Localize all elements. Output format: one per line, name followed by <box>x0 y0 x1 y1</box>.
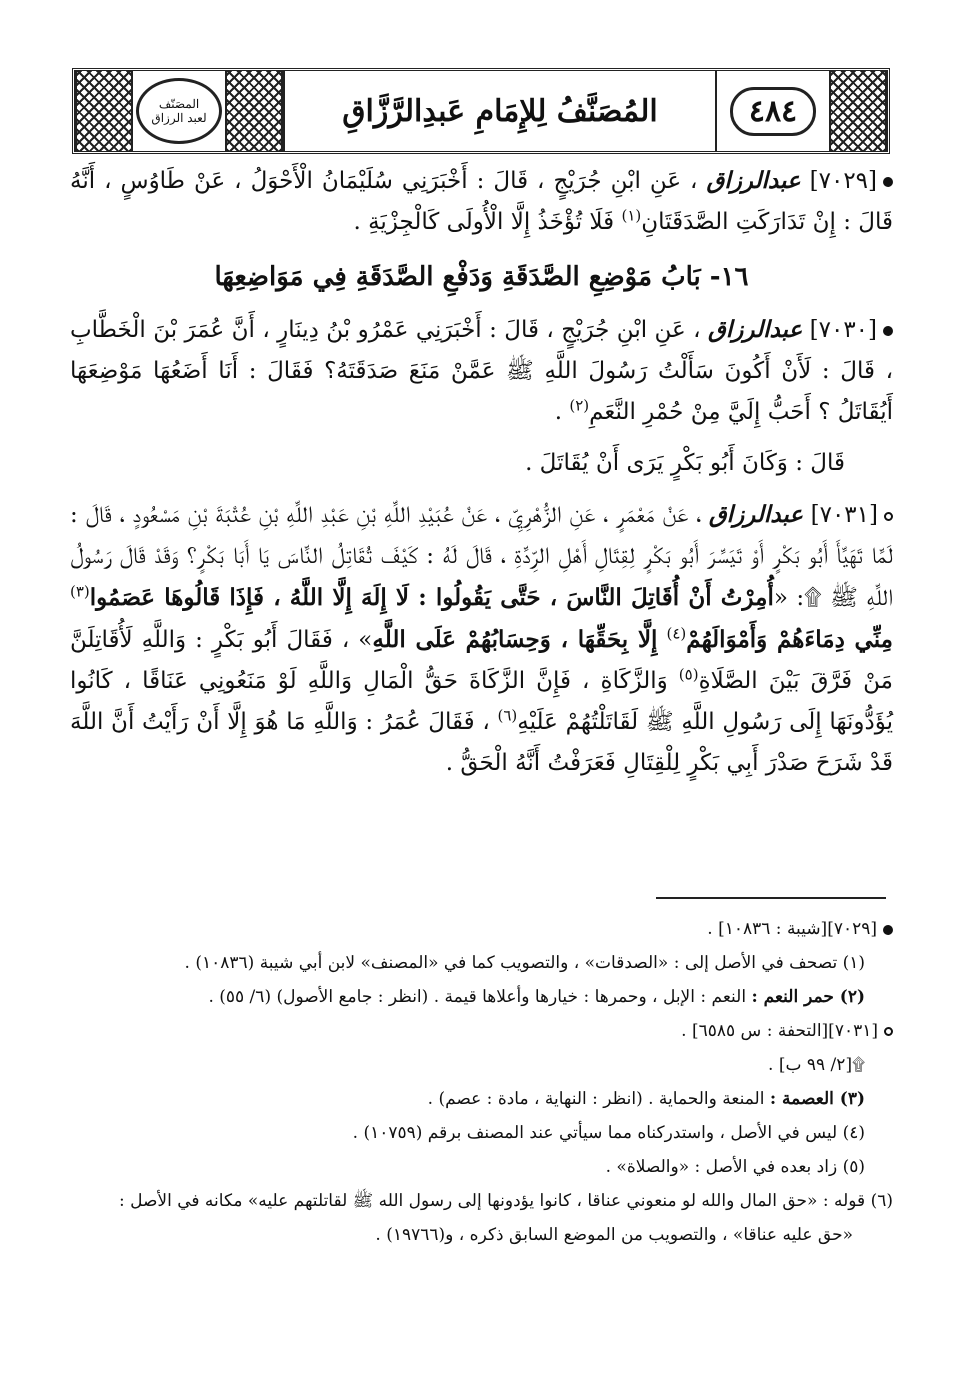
running-title: المُصَنَّفُ لِلإِمَامِ عَبدِالرَّزَّاقِ <box>283 71 717 151</box>
folio-marker-icon: ۩ <box>804 585 822 611</box>
page-number-box <box>717 71 829 151</box>
hadith-text: ، عَنِ ابْنِ جُرَيْجٍ ، قَالَ : أَخْبَرَنِي عَمْرُو بْنُ دِينَارٍ ، أَنَّ عُمَرَ بْنَ الْخَطَّابِ ، قَالَ : لَأَنْ أَكُونَ سَأَلْتُ رَسُولَ اللَّهِ ﷺ عَمَّنْ مَنَعَ صَدَقَتَهُ؟ فَقَالَ : أَنَا أَضَعُهَا مَوْضِعَهَا أَيُقَاتَلُ ؟ أَحَبُّ إِلَيَّ مِنْ حُمْرِ النَّعَمِ <box>70 317 893 425</box>
footnote-6: (٦) قوله : «حق المال والله لو منعوني عناقا ، كانوا يؤدونها إلى رسول الله ﷺ لقاتلتهم عليه» مكانه في الأصل : <box>118 1191 893 1211</box>
footnote-mark: (٢) <box>569 396 590 415</box>
narrator-name: عبدالرزاق <box>708 316 803 343</box>
footnote-divider <box>656 897 886 899</box>
solid-bullet-icon <box>883 326 893 336</box>
chapter-heading: ١٦- بَابُ مَوْضِعِ الصَّدَقَةِ وَدَفْعِ الصَّدَقَةِ فِي مَوَاضِعِهَا <box>214 262 749 292</box>
hadith-text-end: فَلَا تُؤْخَذُ إِلَّا الْأُولَى كَالْجِزْيَةِ . <box>353 209 615 235</box>
solid-bullet-icon <box>883 177 893 187</box>
hadith-end: . <box>554 399 563 425</box>
footnote-mark: (٥) <box>678 665 699 684</box>
hollow-bullet-icon <box>884 512 893 521</box>
ornament-right <box>829 71 887 151</box>
footnote-text: المنعة والحماية . (انظر : النهاية ، مادة : عصم) . <box>427 1089 765 1109</box>
prophetic-quote-2: مِنِّي دِمَاءَهُمْ وَأَمْوَالَهُمْ <box>686 626 893 653</box>
quote-close: » ، <box>341 627 373 653</box>
footnote-6-continued: «حق عليه عناقا» ، والتصويب من الموضع السابق ذكره ، و(١٩٧٦٦) . <box>375 1225 853 1245</box>
narrator-name: عبدالرزاق <box>706 167 801 194</box>
hadith-number: [٧٠٣١] <box>810 502 878 528</box>
hadith-7030-after: قَالَ : وَكَانَ أَبُو بَكْرٍ يَرَى أَنْ يُقَاتَلَ . <box>525 450 845 476</box>
footnote-text: النعم : الإبل ، وحمرها : خيارها وأعلاها قيمة . (انظر : جامع الأصول) (٦/ ٥٥) . <box>208 987 747 1007</box>
hadith-number: [٧٠٣٠] <box>809 317 878 343</box>
hadith-text-2: فَقَالَ أَبُو بَكْرٍ : وَاللَّهِ لَأُقَاتِلَنَّ مَنْ فَرَّقَ بَيْنَ الصَّلَاةِ <box>70 627 894 694</box>
prophetic-quote: أُمِرْتُ أَنْ أُقَاتِلَ النَّاسَ ، حَتَّى يَقُولُوا : لَا إِلَهَ إِلَّا اللَّهُ ، فَإِذَا قَالُوهَا عَصَمُوا <box>89 584 774 611</box>
footnote-text: [٧٠٢٩][شيبة : ١٠٨٣٦] . <box>707 919 877 939</box>
footnote-mark: (٤) <box>666 624 687 643</box>
solid-bullet-icon <box>883 925 893 935</box>
footnote-term: (٣) العصمة : <box>769 1089 865 1109</box>
footnote-4: (٤) ليس في الأصل ، واستدركناه مما سيأتي عند المصنف برقم (١٠٧٥٩) . <box>352 1123 865 1143</box>
prophetic-quote-3: إِلَّا بِحَقِّهَا ، وَحِسَابُهُمْ عَلَى اللَّهِ <box>372 626 658 653</box>
footnote-3 <box>70 1082 893 1116</box>
footnote-source-7031 <box>70 1014 893 1048</box>
medallion-top-text: المصَنّف <box>158 97 200 111</box>
hadith-number: [٧٠٢٩] <box>809 168 878 194</box>
page-header <box>72 68 890 154</box>
footnote-folio: ۩[٢/ ٩٩ ب] . <box>768 1055 865 1075</box>
footnote-2 <box>70 980 893 1014</box>
ornament-middle <box>225 71 283 151</box>
medallion-logo <box>133 71 225 151</box>
footnote-mark: (١) <box>621 206 642 225</box>
quote-open: : « <box>773 585 805 611</box>
hollow-bullet-icon <box>884 1027 893 1036</box>
hadith-text-4: ، فَقَالَ عُمَرُ : وَاللَّهِ مَا هُوَ إِلَّا أَنْ رَأَيْتُ أَنَّ اللَّهَ قَدْ شَرَحَ صَدْرَ أَبِي بَكْرٍ لِلْقِتَالِ فَعَرَفْتُ أَنَّهُ الْحَقُّ . <box>70 709 893 776</box>
footnote-term: (٢) حمر النعم : <box>751 987 865 1007</box>
medallion-bottom-text: لعبد الرزاق <box>151 111 207 125</box>
ornament-left <box>75 71 133 151</box>
hadith-text-3: وَالزَّكَاةِ ، فَإِنَّ الزَّكَاةَ حَقُّ الْمَالِ وَاللَّهِ لَوْ مَنَعُونِي عَنَاقًا ، كَانُوا يُؤَدُّونَهَا إِلَى رَسُولِ اللَّهِ ﷺ لَقَاتَلْتُهُمْ عَلَيْهِ <box>70 668 893 735</box>
hadith-text: ، عَنِ ابْنِ جُرَيْجٍ ، قَالَ : أَخْبَرَنِي سُلَيْمَانُ الْأَحْوَلُ ، عَنْ طَاوُسٍ ، أَنَّهُ قَالَ : إِنْ تَدَارَكَتِ الصَّدَقَتَانِ <box>70 168 893 235</box>
main-text <box>70 160 893 784</box>
page-number: ٤٨٤ <box>730 87 816 136</box>
footnote-source-7029 <box>70 912 893 946</box>
hadith-7030 <box>70 309 893 433</box>
hadith-7029 <box>70 160 893 243</box>
footnote-mark: (٦) <box>497 706 518 725</box>
medallion-oval <box>136 78 222 144</box>
footnotes <box>70 912 893 1252</box>
footnote-text: [٧٠٣١][التحفة : س ٦٥٨٥] . <box>681 1021 878 1041</box>
narrator-name: عبدالرزاق <box>708 501 803 528</box>
hadith-7031 <box>70 494 893 784</box>
footnote-5: (٥) زاد بعده في الأصل : «والصلاة» . <box>605 1157 865 1177</box>
footnote-1: (١) تصحف في الأصل إلى : «الصدقات» ، والتصويب كما في «المصنف» لابن أبي شيبة (١٠٨٣٦) . <box>184 953 865 973</box>
footnote-mark: (٣) <box>70 582 90 601</box>
hadith-text: ، عَنْ مَعْمَرٍ ، عَنِ الزُّهْرِيِّ ، عَنْ عُبَيْدِ اللَّهِ بْنِ عَبْدِ اللَّهِ بْنِ عُتْبَةَ بْنِ مَسْعُودٍ ، قَالَ : لَمَّا تَهَيَّأَ أَبُو بَكْرٍ أَوْ تَيَسَّرَ أَبُو بَكْرٍ لِقِتَالِ أَهْلِ الرِّدَّةِ ، قَالَ لَهُ : كَيْفَ تُقَاتِلُ النَّاسَ يَا أَبَا بَكْرٍ؟ وَقَدْ قَالَ رَسُولُ اللَّهِ ﷺ <box>70 502 893 611</box>
